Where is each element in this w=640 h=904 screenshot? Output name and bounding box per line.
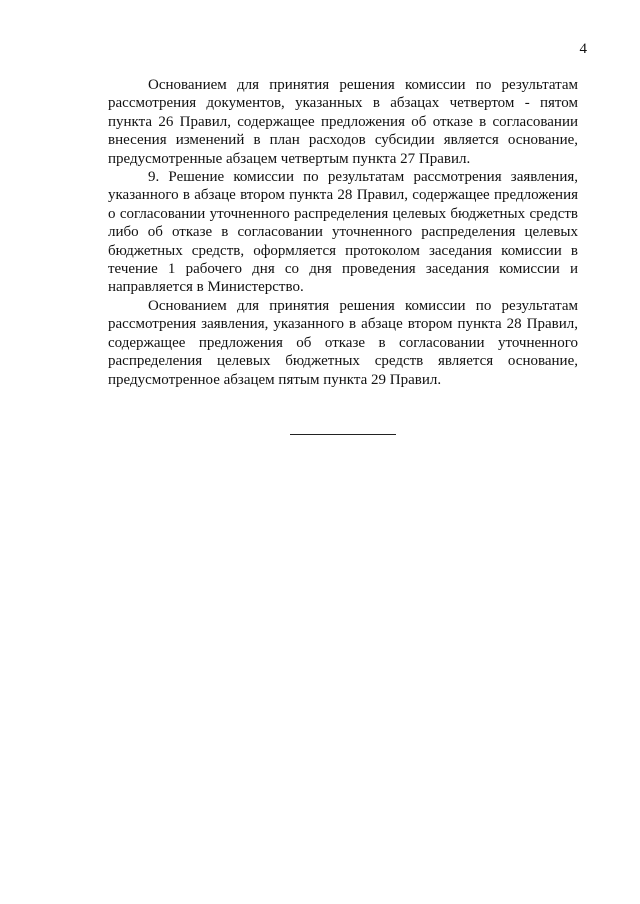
- paragraph-item-9-decision: 9. Решение комиссии по результатам рассмотрения заявления, указанного в абзаце втором пункта 28 Правил, содержащее предложения о согласовании уточненного распределения целевых бюджетных средств либо об отказе в согласовании уточненного распределения целевых бюджетных средств, оформляется протоколом заседания комиссии в течение 1 рабочего дня со дня проведения заседания комиссии и направляется в Министерство.: [108, 169, 578, 296]
- paragraph-grounds-plan-changes: Основанием для принятия решения комиссии по результатам рассмотрения документов, указанных в абзацах четвертом - пятом пункта 26 Правил, содержащее предложения об отказе в согласовании внесения изменений в план расходов субсидии является основание, предусмотренные абзацем четвертым пункта 27 Правил.: [108, 77, 578, 167]
- paragraph-grounds-refusal-distribution: Основанием для принятия решения комиссии по результатам рассмотрения заявления, указанного в абзаце втором пункта 28 Правил, содержащее предложения об отказе в согласовании уточненного распределения целевых бюджетных средств является основание, предусмотренное абзацем пятым пункта 29 Правил.: [108, 297, 578, 388]
- closing-separator-line: [290, 434, 396, 435]
- page-number: 4: [579, 41, 587, 57]
- document-body: [108, 76, 578, 389]
